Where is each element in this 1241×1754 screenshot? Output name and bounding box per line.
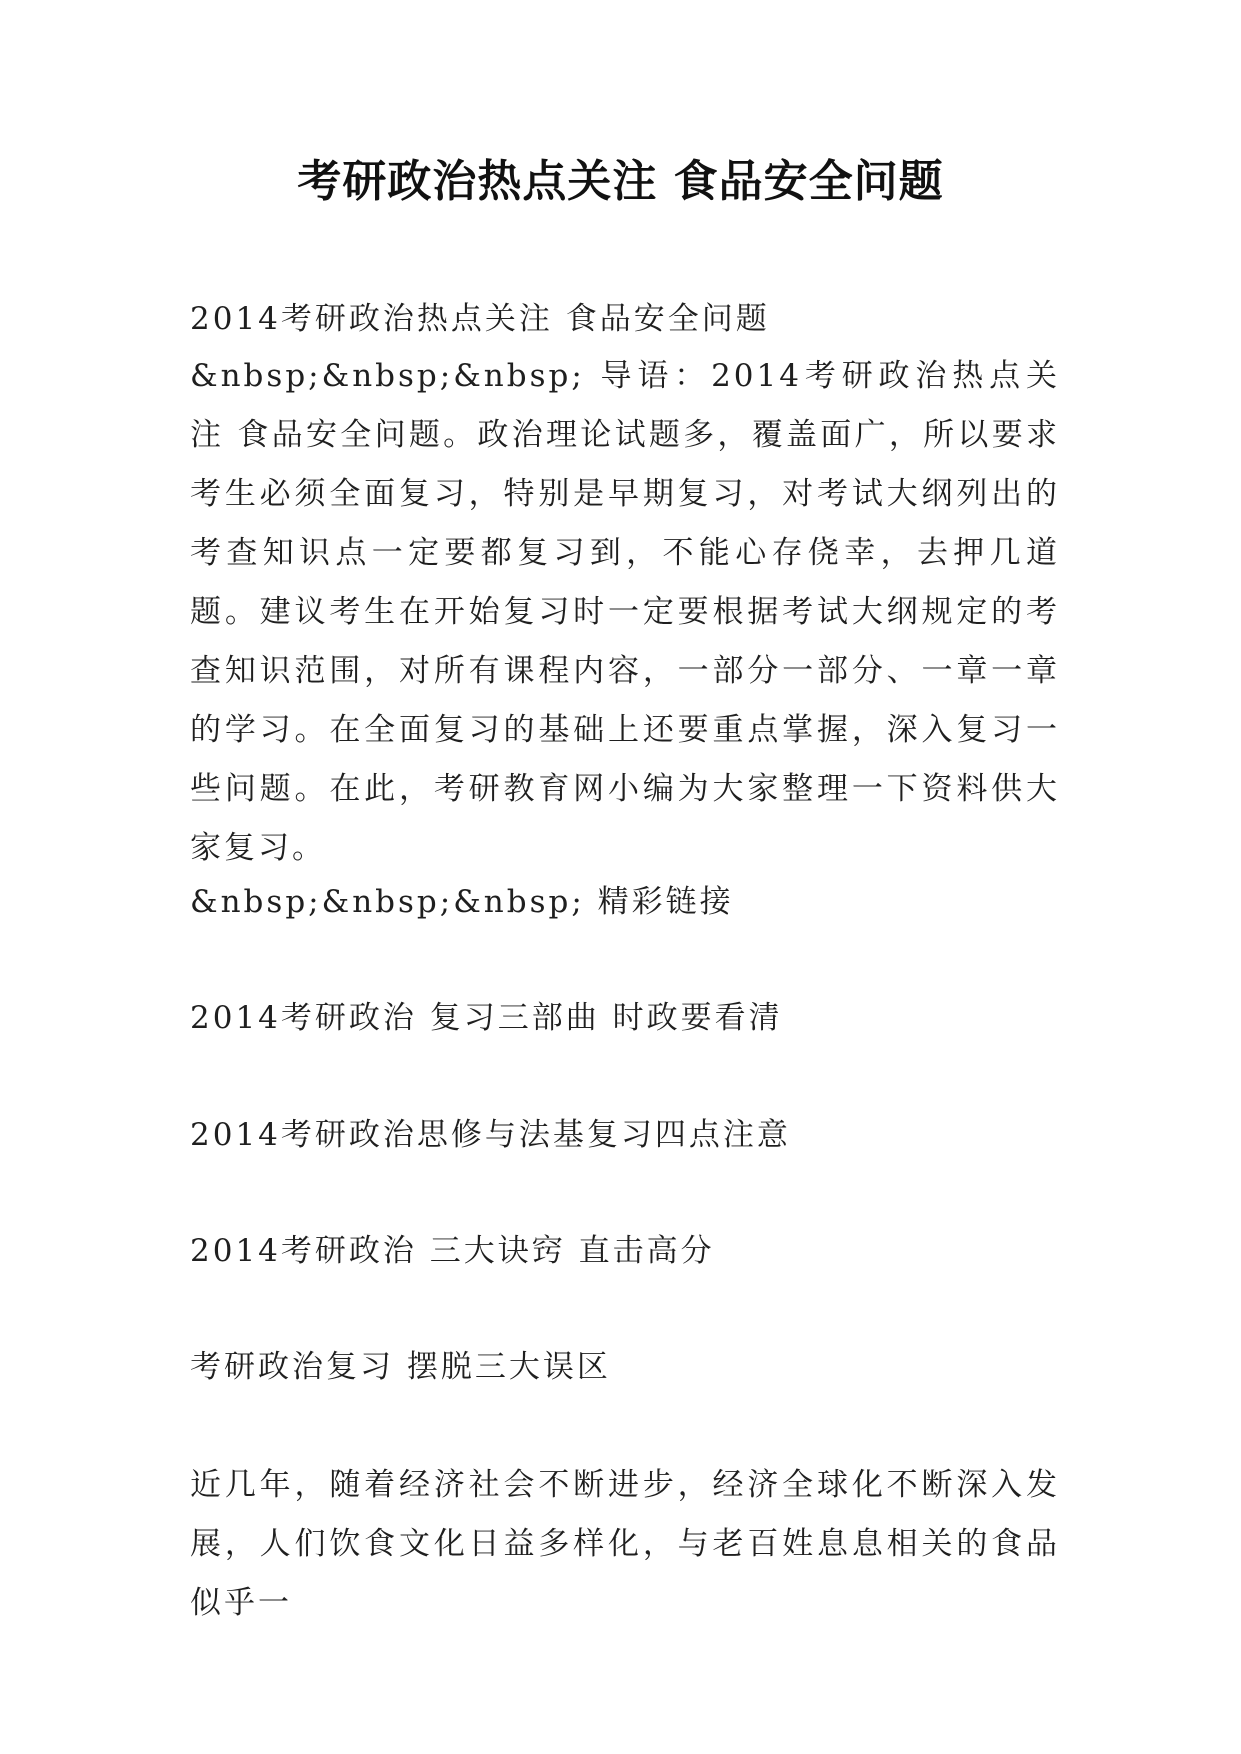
related-link-2[interactable]: 2014考研政治思修与法基复习四点注意: [190, 1117, 791, 1153]
document-subtitle: 2014考研政治热点关注 食品安全问题: [190, 301, 770, 337]
related-link-4[interactable]: 考研政治复习 摆脱三大误区: [190, 1349, 611, 1385]
links-heading: &nbsp;&nbsp;&nbsp; 精彩链接: [190, 884, 734, 920]
body-paragraph: 近几年，随着经济社会不断进步，经济全球化不断深入发展，人们饮食文化日益多样化，与老百姓息息相关的食品似乎一: [190, 1467, 1060, 1621]
related-link-3[interactable]: 2014考研政治 三大诀窍 直击高分: [190, 1233, 715, 1269]
intro-paragraph: &nbsp;&nbsp;&nbsp; 导语：2014考研政治热点关注 食品安全问题。政治理论试题多，覆盖面广，所以要求考生必须全面复习，特别是早期复习，对考试大纲列出的考查知识点一定要都复习到，不能心存侥幸，去押几道题。建议考生在开始复习时一定要根据考试大纲规定的考查知识范围，对所有课程内容，一部分一部分、一章一章的学习。在全面复习的基础上还要重点掌握，深入复习一些问题。在此，考研教育网小编为大家整理一下资料供大家复习。: [190, 358, 1060, 866]
document-title: 考研政治热点关注 食品安全问题: [297, 156, 944, 207]
related-link-1[interactable]: 2014考研政治 复习三部曲 时政要看清: [190, 1000, 783, 1036]
